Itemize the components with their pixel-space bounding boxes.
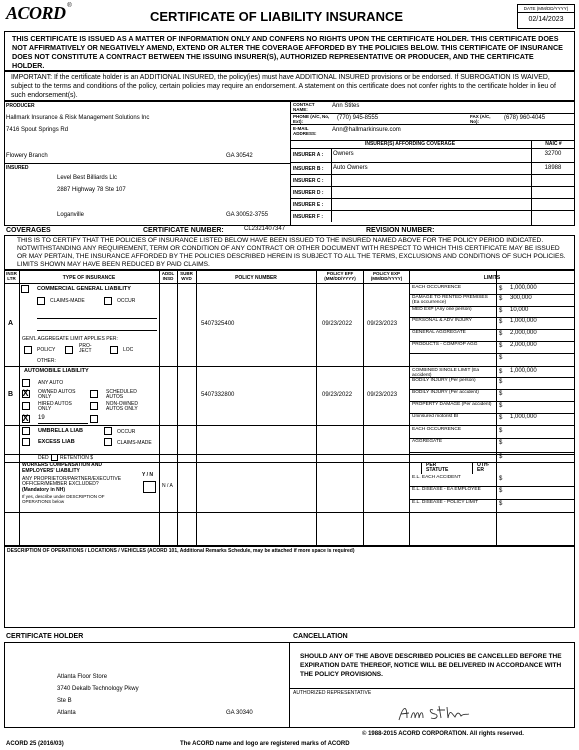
producer-city: Flowery Branch: [6, 153, 48, 159]
limit-label: COMBINED SINGLE LIMIT (Ea accident): [412, 368, 480, 378]
gl-policy: POLICY: [37, 347, 56, 353]
limit-label: PROPERTY DAMAGE (Per accident): [412, 402, 492, 407]
disclaimer: THIS CERTIFICATE IS ISSUED AS A MATTER OF INFORMATION ONLY AND CONFERS NO RIGHTS UPON THE CERTIFICATE HOLDER. THIS CERTIFICATE DOES NOT AFFIRMATIVELY OR NEGATIVELY AMEND, EXTEND OR ALTER THE COVERAGE AFFORDED BY THE POLICIES BELOW. THIS CERTIFICATE OF INSURANCE DOES NOT CONSTITUTE A CONTRACT BETWEEN THE ISSUING INSURER(S), AUTHORIZED REPRESENTATIVE OR PRODUCER, AND THE CERTIFICATE HOLDER.: [4, 31, 575, 71]
non-owned-autos-checkbox[interactable]: [90, 402, 98, 410]
fax-label: FAX (A/C, No):: [470, 114, 491, 124]
limit-label: PERSONAL & ADV INJURY: [412, 318, 472, 323]
gl-project-checkbox[interactable]: [65, 346, 73, 354]
fax-value: (678) 960-4045: [504, 115, 546, 121]
insured-name: Level Best Billiards Llc: [57, 175, 118, 181]
cancellation-divider: [289, 688, 575, 689]
umbrella-top-divider: [4, 425, 575, 426]
dollar-sign: $: [499, 501, 503, 507]
wc-yn-box[interactable]: [143, 481, 156, 493]
limit-label: E.L. EACH ACCIDENT: [412, 475, 461, 480]
insurer-name-divider: [331, 198, 332, 210]
limit-value: 10,000: [510, 307, 529, 313]
insurer-name: Auto Owners: [333, 165, 368, 171]
limit-label: AGGREGATE: [412, 439, 443, 444]
limit-label: DAMAGE TO RENTED PREMISES (Ea occurrence): [412, 295, 488, 305]
owned-autos-label: OWNED AUTOS ONLY: [38, 389, 76, 400]
gl-policy-number: 5407325400: [201, 321, 235, 327]
gl-claims-checkbox[interactable]: [37, 297, 45, 305]
insurer-label: INSURER D :: [293, 190, 324, 196]
gl-eff: 09/23/2022: [322, 321, 353, 327]
wc-mandatory: (Mandatory in NH): [22, 487, 66, 493]
auto-exp: 09/23/2023: [367, 392, 398, 398]
col-limits: LIMITS: [483, 275, 501, 281]
insured-label: INSURED: [6, 165, 29, 171]
insured-city: Loganville: [57, 212, 85, 218]
gl-checkbox[interactable]: [21, 285, 29, 293]
copyright: © 1988-2015 ACORD CORPORATION. All rights reserved.: [362, 731, 524, 737]
wc-divider: [421, 462, 422, 474]
page-title: CERTIFICATE OF LIABILITY INSURANCE: [150, 9, 404, 24]
producer-address: 7416 Spout Springs Rd: [6, 127, 69, 133]
naic-label: NAIC #: [545, 141, 562, 147]
wc-per-statute: PER STATUTE: [426, 462, 449, 473]
insurer-label: INSURER E :: [293, 202, 324, 208]
umbrella-claims-checkbox[interactable]: [104, 438, 112, 446]
col-line: [496, 270, 497, 546]
description-label: DESCRIPTION OF OPERATIONS / LOCATIONS / VEHICLES (ACORD 101, Additional Remarks Schedule, may be attached if more space is required): [7, 548, 355, 554]
gl-project: PRO-JECT: [79, 343, 92, 354]
insurers-header: INSURER(S) AFFORDING COVERAGE: [364, 141, 456, 147]
umbrella-occur: OCCUR: [117, 429, 136, 435]
date-label: DATE (MM/DD/YYYY): [518, 5, 574, 13]
insured-address: 2887 Highway 78 Ste 107: [57, 187, 126, 193]
limit-label: E.L. DISEASE - POLICY LIMIT: [412, 500, 479, 505]
gl-claims-made: CLAIMS-MADE: [50, 298, 85, 304]
wc-divider: [472, 462, 473, 474]
limit-label: Uninsured motorist BI: [412, 414, 459, 419]
col-line: [363, 270, 364, 546]
auto-policy-number: 5407332800: [201, 392, 235, 398]
gl-title: COMMERCIAL GENERAL LIABILITY: [37, 286, 131, 292]
limit-row-divider: [409, 353, 575, 354]
email-label: E-MAIL ADDRESS:: [293, 126, 317, 136]
dollar-sign: $: [499, 319, 503, 325]
col-line: [316, 270, 317, 546]
limit-value: 1,000,000: [510, 318, 537, 324]
email-value: Ann@hallmarkinsure.com: [332, 127, 401, 133]
umbrella-claims-made: CLAIMS-MADE: [117, 440, 152, 446]
umbrella-retention: RETENTION $: [60, 455, 94, 461]
excess-checkbox[interactable]: [22, 438, 30, 446]
dollar-sign: $: [499, 308, 503, 314]
gl-occur: OCCUR: [117, 298, 136, 304]
other-autos-label: 19: [38, 415, 45, 421]
wc-question: ANY PROPRIETOR/PARTNER/EXECUTIVE OFFICER/MEMBER EXCLUDED?: [22, 476, 122, 487]
non-owned-autos-label: NON-OWNED AUTOS ONLY: [106, 401, 138, 412]
holder-state-zip: GA 30340: [226, 710, 253, 716]
gl-loc-checkbox[interactable]: [110, 346, 118, 354]
other-autos-line: [38, 423, 88, 424]
insurer-label: INSURER F :: [293, 214, 323, 220]
producer-label: PRODUCER: [6, 103, 35, 109]
excess-liab: EXCESS LIAB: [38, 439, 75, 445]
date-box: [517, 4, 575, 29]
limit-value: 2,000,000: [510, 330, 537, 336]
dollar-sign: $: [499, 331, 503, 337]
dollar-sign: $: [499, 488, 503, 494]
auto-eff: 09/23/2022: [322, 392, 353, 398]
limit-value: 1,000,000: [510, 414, 537, 420]
producer-state-zip: GA 30542: [226, 153, 253, 159]
insurer-name-divider: [331, 186, 332, 198]
any-auto-label: ANY AUTO: [38, 380, 64, 386]
owned-autos-check-icon: X: [22, 388, 29, 398]
cert-number-label: CERTIFICATE NUMBER:: [143, 227, 224, 234]
limit-label: MED EXP (Any one person): [412, 307, 472, 312]
authorized-rep-label: AUTHORIZED REPRESENTATIVE: [293, 690, 372, 696]
description-box: [4, 546, 575, 628]
other-autos-checkbox-2[interactable]: [90, 415, 98, 423]
section-divider: [4, 512, 575, 513]
limit-value: 2,000,000: [510, 342, 537, 348]
coverages-label: COVERAGES: [6, 227, 51, 234]
insurer-row-divider: [290, 174, 575, 175]
holder-name: Atlanta Floor Store: [57, 674, 108, 680]
wc-title: WORKERS COMPENSATION AND EMPLOYERS' LIABILITY: [22, 462, 102, 474]
col-exp: POLICY EXP (MM/DD/YYYY): [370, 271, 403, 281]
dollar-sign: $: [499, 476, 503, 482]
wc-na: N / A: [162, 483, 173, 489]
col-addl: ADDL INSD: [161, 271, 175, 281]
cert-number: CL2321407347: [244, 226, 286, 232]
insurer-label: INSURER A :: [293, 152, 324, 158]
producer-name: Hallmark Insurance & Risk Management Solutions Inc: [6, 115, 150, 121]
auto-title: AUTOMOBILE LIABILITY: [24, 368, 89, 374]
phone-value: (770) 945-8555: [337, 115, 379, 121]
dollar-sign: $: [499, 391, 503, 397]
col-ltr: INSR LTR: [6, 271, 17, 281]
umbrella-liab: UMBRELLA LIAB: [38, 428, 84, 434]
dollar-sign: $: [499, 296, 503, 302]
limit-row-divider: [409, 452, 575, 453]
wc-oth-er: OTH-ER: [477, 462, 490, 473]
insurer-name-divider: [331, 174, 332, 186]
insurer-name-divider: [331, 162, 332, 174]
col-line: [409, 270, 410, 546]
limit-label: EACH OCCURRENCE: [412, 285, 462, 290]
scheduled-autos-checkbox[interactable]: [90, 390, 98, 398]
umbrella-occur-checkbox[interactable]: [104, 427, 112, 435]
cancellation-label: CANCELLATION: [293, 633, 348, 640]
gl-aggregate-label: GEN'L AGGREGATE LIMIT APPLIES PER:: [22, 336, 118, 342]
acord-logo-text: ACORD: [6, 3, 66, 23]
insurer-naic: 18988: [544, 165, 562, 171]
auto-ltr: B: [8, 391, 14, 398]
insured-state-zip: GA 30052-3755: [226, 212, 269, 218]
limit-label: E.L. DISEASE - EA EMPLOYEE: [412, 487, 481, 492]
holder-label: CERTIFICATE HOLDER: [6, 633, 84, 640]
col-line: [177, 270, 178, 546]
contact-name: Ann Stites: [332, 103, 360, 109]
cancellation-text: SHOULD ANY OF THE ABOVE DESCRIBED POLICIES BE CANCELLED BEFORE THE EXPIRATION DATE THEREOF, NOTICE WILL BE DELIVERED IN ACCORDANCE WITH THE POLICY PROVISIONS.: [300, 653, 562, 678]
insurer-naic: 32700: [544, 151, 562, 157]
form-number: ACORD 25 (2016/03): [6, 741, 64, 747]
dollar-sign: $: [499, 286, 503, 292]
registered-icon: ®: [67, 3, 72, 9]
trademark: The ACORD name and logo are registered marks of ACORD: [180, 741, 350, 747]
dollar-sign: $: [499, 343, 503, 349]
contact-name-label: CONTACT NAME:: [293, 102, 315, 112]
section-divider: [4, 366, 575, 367]
signature-image: [395, 700, 475, 726]
insurer-row-divider: [290, 198, 575, 199]
any-auto-checkbox[interactable]: [22, 379, 30, 387]
insurer-name-divider: [331, 210, 332, 222]
gl-loc: LOC: [123, 347, 134, 353]
dollar-sign: $: [499, 369, 503, 375]
wc-yn: Y / N: [142, 472, 154, 478]
col-line: [159, 270, 160, 546]
holder-suite: Ste B: [57, 698, 72, 704]
col-policy: POLICY NUMBER: [235, 275, 277, 281]
dollar-sign: $: [499, 415, 503, 421]
holder-city: Atlanta: [57, 710, 76, 716]
umbrella-ded: DED: [38, 455, 49, 461]
gl-occur-checkbox[interactable]: [104, 297, 112, 305]
insurer-name-divider: [331, 148, 332, 162]
gl-ltr: A: [8, 320, 14, 327]
umbrella-checkbox[interactable]: [22, 427, 30, 435]
phone-label: PHONE (A/C, No, Ext):: [293, 114, 330, 124]
gl-blank-line: [37, 318, 157, 319]
dollar-sign: $: [499, 440, 503, 446]
contact-divider-2: [290, 124, 575, 125]
wc-describe: If yes, describe under DESCRIPTION OF OPERATIONS below: [22, 494, 105, 504]
col-line: [196, 270, 197, 546]
date-value: 02/14/2023: [528, 16, 564, 23]
limit-value: 300,000: [510, 295, 532, 301]
revision-label: REVISION NUMBER:: [366, 227, 435, 234]
dollar-sign: $: [499, 428, 503, 434]
insurer-row-divider: [290, 162, 575, 163]
hired-autos-label: HIRED AUTOS ONLY: [38, 401, 72, 412]
dollar-sign: $: [499, 379, 503, 385]
limit-value: 1,000,000: [510, 285, 537, 291]
col-subr: SUBR WVD: [180, 271, 193, 281]
limit-label: GENERAL AGGREGATE: [412, 330, 466, 335]
dollar-sign: $: [499, 355, 503, 361]
producer-insured-divider: [4, 163, 291, 164]
acord-logo: [6, 3, 78, 23]
holder-address: 3740 Dekalb Technology Pkwy: [57, 686, 139, 692]
gl-exp: 09/23/2023: [367, 321, 398, 327]
limit-label: BODILY INJURY (Per person): [412, 378, 476, 383]
dollar-sign: $: [499, 403, 503, 409]
insurers-header-divider: [290, 148, 575, 149]
other-autos-check-icon: X: [22, 413, 29, 423]
limit-label: BODILY INJURY (Per accident): [412, 390, 479, 395]
col-line: [19, 270, 20, 546]
gl-policy-checkbox[interactable]: [24, 346, 32, 354]
insurer-label: INSURER C :: [293, 178, 324, 184]
insurer-name: Owners: [333, 151, 354, 157]
insurer-label: INSURER B :: [293, 166, 324, 172]
header-divider: [4, 283, 575, 284]
retention-checkbox[interactable]: [51, 454, 58, 461]
limit-label: EACH OCCURRENCE: [412, 427, 462, 432]
gl-other: OTHER:: [37, 358, 56, 364]
limit-value: 1,000,000: [510, 368, 537, 374]
col-eff: POLICY EFF (MM/DD/YYYY): [324, 271, 356, 281]
col-type: TYPE OF INSURANCE: [62, 275, 116, 281]
hired-autos-checkbox[interactable]: [22, 402, 30, 410]
scheduled-autos-label: SCHEDULED AUTOS: [106, 389, 137, 400]
insurer-row-divider: [290, 210, 575, 211]
dollar-sign: $: [499, 454, 503, 460]
important-notice: IMPORTANT: If the certificate holder is an ADDITIONAL INSURED, the policy(ies) must have ADDITIONAL INSURED provisions or be endorsed. If SUBROGATION IS WAIVED, subject to the terms and conditions of the policy, certain policies may require an endorsement. A statement on this certificate does not confer rights to the certificate holder in lieu of such endorsement(s).: [4, 71, 575, 101]
gl-blank-line: [37, 330, 157, 331]
coverages-notice: THIS IS TO CERTIFY THAT THE POLICIES OF INSURANCE LISTED BELOW HAVE BEEN ISSUED TO THE INSURED NAMED ABOVE FOR THE POLICY PERIOD INDICATED. NOTWITHSTANDING ANY REQUIREMENT, TERM OR CONDITION OF ANY CONTRACT OR OTHER DOCUMENT WITH RESPECT TO WHICH THIS CERTIFICATE MAY BE ISSUED OR MAY PERTAIN, THE INSURANCE AFFORDED BY THE POLICIES DESCRIBED HEREIN IS SUBJECT TO ALL THE TERMS, EXCLUSIONS AND CONDITIONS OF SUCH POLICIES. LIMITS SHOWN MAY HAVE BEEN REDUCED BY PAID CLAIMS.: [4, 235, 575, 270]
insurer-row-divider: [290, 186, 575, 187]
limit-label: PRODUCTS - COMP/OP AGG: [412, 342, 478, 347]
